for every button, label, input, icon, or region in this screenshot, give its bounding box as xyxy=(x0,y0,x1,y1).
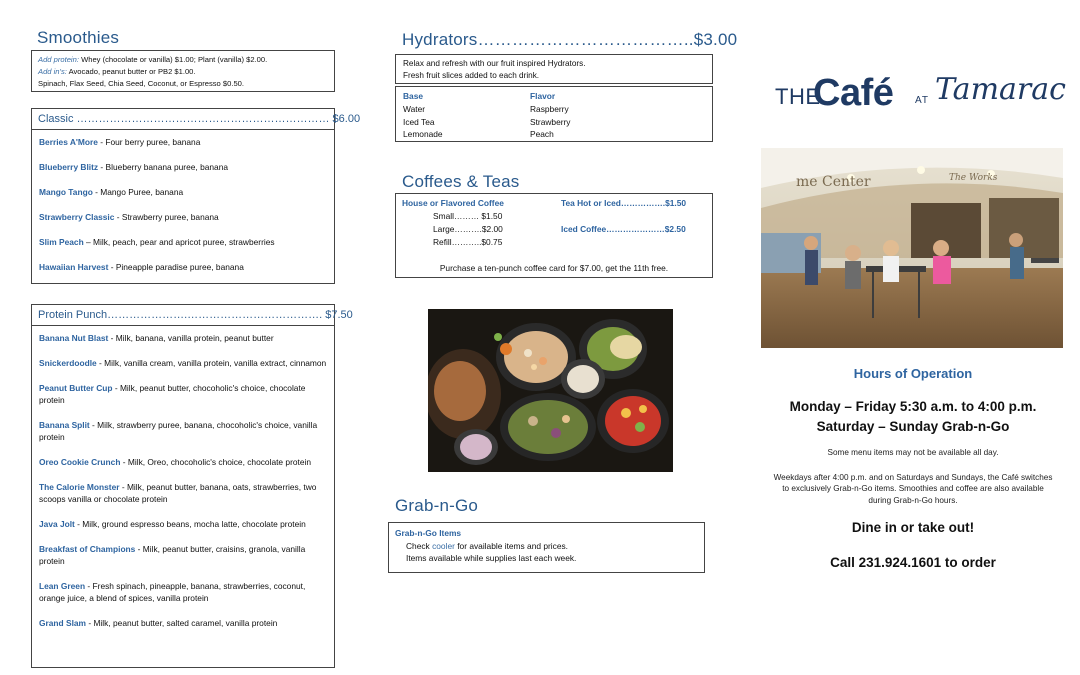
menu-item-name: Mango Tango xyxy=(39,187,93,197)
hours-weekend: Saturday – Sunday Grab-n-Go xyxy=(816,419,1010,434)
menu-item-name: Peanut Butter Cup xyxy=(39,383,113,393)
classic-header: Classic …………………………………………………………… $6.00 xyxy=(32,109,334,130)
flavor-item: Strawberry xyxy=(530,116,571,127)
menu-item xyxy=(39,261,327,273)
menu-item-desc: – Milk, peach, pear and apricot puree, strawberries xyxy=(83,237,275,247)
menu-item xyxy=(39,580,327,604)
menu-item-name: Breakfast of Champions xyxy=(39,544,136,554)
hours-weekday: Monday – Friday 5:30 a.m. to 4:00 p.m. xyxy=(789,399,1037,414)
call-to-order: Call 231.924.1601 to order xyxy=(830,555,996,570)
menu-item-name: Grand Slam xyxy=(39,618,87,628)
hydrators-title: Hydrators………………………………..$3.00 xyxy=(402,30,738,49)
menu-item-desc: - Milk, Oreo, chocoholic's choice, chocolate protein xyxy=(120,457,312,467)
menu-item-name: Strawberry Classic xyxy=(39,212,115,222)
menu-item-name: The Calorie Monster xyxy=(39,482,120,492)
hydrators-desc-1: Relax and refresh with our fruit inspired Hydrators. xyxy=(403,59,586,68)
hours-title: Hours of Operation xyxy=(853,366,973,381)
hours-note-2: Weekdays after 4:00 p.m. and on Saturdays and Sundays, the Café switches to exclusively Grab-n-Go items. Smoothies and coffee are also available during Grab-n-Go hours. xyxy=(773,472,1053,505)
menu-item xyxy=(39,161,327,173)
protein-list xyxy=(32,326,334,629)
cafe-interior-illustration xyxy=(761,148,1063,348)
coffees-box xyxy=(395,193,713,278)
menu-item xyxy=(39,518,327,530)
menu-item xyxy=(39,186,327,198)
smoothies-title: Smoothies xyxy=(37,28,120,47)
menu-item xyxy=(39,236,327,248)
classic-list xyxy=(32,130,334,273)
menu-item xyxy=(39,136,327,148)
menu-item xyxy=(39,481,327,505)
menu-item-name: Hawaiian Harvest xyxy=(39,262,109,272)
flavor-item: Peach xyxy=(530,129,554,140)
food-photo xyxy=(428,309,673,472)
menu-item-desc: - Milk, ground espresso beans, mocha latte, chocolate protein xyxy=(74,519,306,529)
menu-item-desc: - Milk, banana, vanilla protein, peanut butter xyxy=(108,333,274,343)
classic-box xyxy=(31,108,361,284)
grab-n-go-box xyxy=(388,522,705,573)
flavor-item: Raspberry xyxy=(530,103,569,114)
cafe-logo xyxy=(775,66,1065,126)
menu-item xyxy=(39,456,327,468)
grab-n-go-title: Grab-n-Go xyxy=(395,496,479,515)
cafe-interior-photo xyxy=(761,148,1063,348)
photo-sign-center: me Center xyxy=(796,174,871,190)
logo-at: AT xyxy=(915,95,930,106)
menu-item-desc: - Strawberry puree, banana xyxy=(114,212,219,222)
photo-sign-works: The Works xyxy=(949,173,998,183)
menu-item-desc: - Milk, peanut butter, banana, oats, strawberries, two scoops vanilla or chocolate protein xyxy=(39,482,317,504)
hours-note-1: Some menu items may not be available all day. xyxy=(827,448,999,457)
cooler-word: cooler xyxy=(432,540,455,551)
menu-item-name: Berries A'More xyxy=(39,137,98,147)
coffee-refill: Refill………..$0.75 xyxy=(433,237,503,247)
menu-item-desc: - Four berry puree, banana xyxy=(97,137,201,147)
protein-box xyxy=(31,304,353,668)
menu-item-name: Slim Peach xyxy=(39,237,84,247)
menu-item-name: Blueberry Blitz xyxy=(39,162,99,172)
hydrators-desc-box xyxy=(395,54,713,84)
menu-item xyxy=(39,617,327,629)
food-bowls-illustration xyxy=(428,309,673,472)
coffees-title: Coffees & Teas xyxy=(402,172,520,191)
add-ins-text: Avocado, peanut butter or PB2 $1.00. xyxy=(66,67,196,76)
tea-price: Tea Hot or Iced…………….$1.50 xyxy=(561,198,687,208)
smoothies-addons-box xyxy=(31,50,335,92)
base-item: Lemonade xyxy=(403,129,443,140)
grab-n-go-line-2: Items available while supplies last each week. xyxy=(406,553,577,564)
menu-item-desc: - Milk, peanut butter, craisins, granola, vanilla protein xyxy=(39,544,306,566)
base-item: Iced Tea xyxy=(403,116,435,127)
menu-item xyxy=(39,332,327,344)
menu-item xyxy=(39,382,327,406)
coffee-small: Small……… $1.50 xyxy=(433,211,503,221)
grab-n-go-header: Grab-n-Go Items xyxy=(395,528,462,538)
menu-item-name: Banana Nut Blast xyxy=(39,333,109,343)
flavor-column xyxy=(530,90,571,141)
add-ins-line xyxy=(38,66,328,78)
menu-item xyxy=(39,211,327,223)
available-text: for available items and prices. xyxy=(454,540,569,551)
menu-item-desc: - Milk, peanut butter, salted caramel, vanilla protein xyxy=(86,618,278,628)
menu-item-name: Snickerdoodle xyxy=(39,358,97,368)
menu-item-desc: - Milk, vanilla cream, vanilla protein, vanilla extract, cinnamon xyxy=(96,358,327,368)
dine-in-text: Dine in or take out! xyxy=(851,520,975,535)
menu-item xyxy=(39,543,327,567)
menu-item xyxy=(39,357,327,369)
menu-item-name: Lean Green xyxy=(39,581,86,591)
logo-tamarac: Tamarac xyxy=(935,72,1066,107)
base-item: Water xyxy=(403,103,426,114)
add-protein-text: Whey (chocolate or vanilla) $1.00; Plant (vanilla) $2.00. xyxy=(78,55,268,64)
menu-item-name: Java Jolt xyxy=(39,519,75,529)
flavor-header: Flavor xyxy=(530,91,556,101)
grab-n-go-line-1 xyxy=(395,540,698,553)
base-column xyxy=(403,90,443,141)
menu-item-desc: - Fresh spinach, pineapple, banana, strawberries, coconut, orange juice, a blend of spices, vanilla protein xyxy=(39,581,306,603)
menu-item-desc: - Milk, peanut butter, chocoholic's choice, chocolate protein xyxy=(39,383,306,405)
add-ins-label: Add in's: xyxy=(38,67,67,76)
logo-the: THE xyxy=(775,84,821,109)
extras-line: Spinach, Flax Seed, Chia Seed, Coconut, or Espresso $0.50. xyxy=(38,79,244,88)
add-protein-line xyxy=(38,54,328,66)
base-header: Base xyxy=(403,91,424,101)
iced-coffee-price: Iced Coffee…………………$2.50 xyxy=(561,224,686,234)
logo-cafe: Café xyxy=(813,72,894,114)
protein-header: Protein Punch………………….………………………………. $7.50 xyxy=(32,305,334,326)
add-protein-label: Add protein: xyxy=(38,55,79,64)
menu-item-desc: - Milk, strawberry puree, banana, chocoholic's choice, vanilla protein xyxy=(39,420,318,442)
menu-item-desc: - Mango Puree, banana xyxy=(92,187,184,197)
menu-item xyxy=(39,419,327,443)
hydrators-desc-2: Fresh fruit slices added to each drink. xyxy=(403,71,540,80)
coffee-large: Large……….$2.00 xyxy=(433,224,503,234)
hours-section xyxy=(760,366,1066,570)
menu-item-desc: - Blueberry banana puree, banana xyxy=(98,162,229,172)
punch-card-note: Purchase a ten-punch coffee card for $7.00, get the 11th free. xyxy=(439,263,669,273)
menu-item-name: Oreo Cookie Crunch xyxy=(39,457,121,467)
hydrators-table xyxy=(395,86,713,142)
menu-item-desc: - Pineapple paradise puree, banana xyxy=(108,262,244,272)
house-coffee-header: House or Flavored Coffee xyxy=(402,198,504,208)
menu-item-name: Banana Split xyxy=(39,420,90,430)
check-text: Check xyxy=(406,540,433,551)
